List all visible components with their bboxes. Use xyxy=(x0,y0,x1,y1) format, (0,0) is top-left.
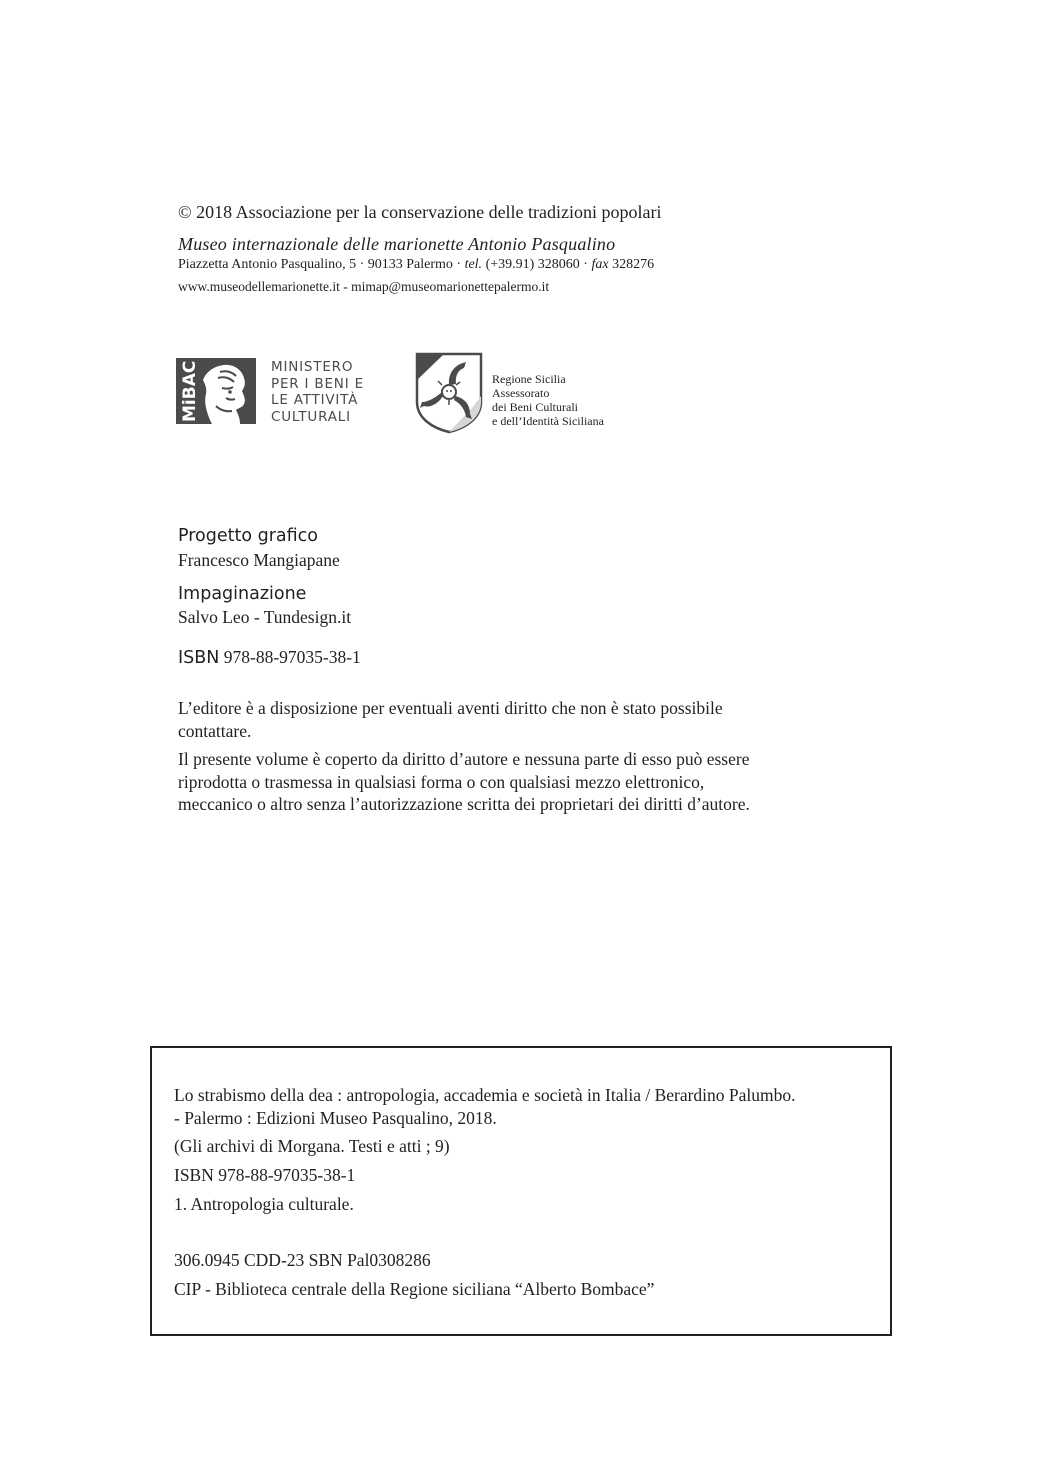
regione-line: Regione Sicilia xyxy=(492,372,566,386)
notice-line: riprodotta o trasmessa in qualsiasi forma o con qualsiasi mezzo elettronico, xyxy=(178,771,705,792)
ministry-line: LE ATTIVITÀ xyxy=(271,392,359,408)
web-contacts: www.museodellemarionette.it - mimap@museomarionettepalermo.it xyxy=(178,279,550,294)
regione-line: dei Beni Culturali xyxy=(492,400,578,414)
mibac-head-icon xyxy=(176,358,256,424)
ministry-line: MINISTERO xyxy=(271,359,354,375)
mibac-mark: MiBAC xyxy=(180,360,200,422)
cip-record-box xyxy=(150,1046,892,1336)
isbn-row xyxy=(178,647,361,668)
isbn-value: 978-88-97035-38-1 xyxy=(223,647,361,667)
copyright-notice xyxy=(178,748,878,816)
notice-line: meccanico o altro senza l’autorizzazione scritta dei proprietari dei diritti d’autore. xyxy=(178,794,750,814)
copyright-line: © 2018 Associazione per la conservazione delle tradizioni popolari xyxy=(178,202,662,222)
cip-series-line: (Gli archivi di Morgana. Testi e atti ; 9) xyxy=(174,1136,450,1156)
tel-value: (+39.91) 328060 · xyxy=(482,257,592,272)
trinacria-shield-icon xyxy=(414,352,484,434)
tel-label: tel. xyxy=(464,257,483,272)
ministry-line: CULTURALI xyxy=(271,408,351,425)
isbn-label: ISBN xyxy=(178,648,220,668)
layout-value: Salvo Leo - Tundesign.it xyxy=(178,607,352,627)
cip-title-line: Lo strabismo della dea : antropologia, accademia e società in Italia / Berardino Palumbo. xyxy=(174,1085,796,1105)
fax-label: fax xyxy=(591,257,609,272)
notice-line: L’editore è a disposizione per eventuali aventi diritto che non è stato possibile xyxy=(178,698,723,718)
address-main: Piazzetta Antonio Pasqualino, 5 · 90133 Palermo · xyxy=(178,257,465,272)
museum-name: Museo internazionale delle marionette Antonio Pasqualino xyxy=(178,234,616,254)
mibac-logo xyxy=(176,358,256,424)
cip-isbn-line: ISBN 978-88-97035-38-1 xyxy=(174,1165,356,1185)
regione-line: e dell’Identità Siciliana xyxy=(492,414,604,428)
notice-line: Il presente volume è coperto da diritto d’autore e nessuna parte di esso può essere xyxy=(178,749,750,769)
regione-sicilia-text xyxy=(492,372,604,428)
fax-value: 328276 xyxy=(608,257,655,272)
ministry-name xyxy=(271,359,364,425)
layout-label: Impaginazione xyxy=(178,584,307,604)
cip-classification-line: 306.0945 CDD-23 SBN Pal0308286 xyxy=(174,1250,431,1270)
rights-notice xyxy=(178,697,878,742)
cip-publisher-line: - Palermo : Edizioni Museo Pasqualino, 2018. xyxy=(174,1108,497,1128)
ministry-line: PER I BENI E xyxy=(271,375,364,392)
regione-sicilia-crest xyxy=(414,352,484,434)
cip-source-line: CIP - Biblioteca centrale della Regione siciliana “Alberto Bombace” xyxy=(174,1279,655,1299)
notice-line: contattare. xyxy=(178,720,252,741)
design-label: Progetto grafico xyxy=(178,526,319,546)
design-value: Francesco Mangiapane xyxy=(178,550,340,570)
regione-line: Assessorato xyxy=(492,386,550,400)
museum-address xyxy=(178,257,654,273)
cip-subject-line: 1. Antropologia culturale. xyxy=(174,1194,354,1214)
